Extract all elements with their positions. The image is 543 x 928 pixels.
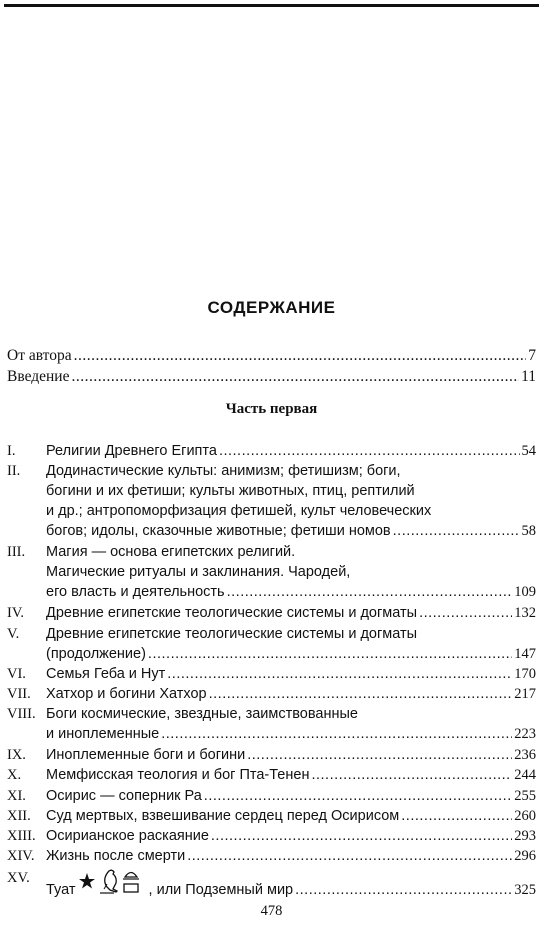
chapter-numeral: III. — [7, 544, 26, 560]
leader-dots — [295, 880, 512, 900]
chapter-entry-9 — [7, 745, 536, 765]
page-number: 132 — [514, 605, 536, 621]
chapter-entry-7 — [7, 684, 536, 704]
page-folio: 478 — [260, 903, 283, 919]
entry-title-line: Магия — основа египетских религий. — [46, 544, 296, 560]
leader-dots — [148, 644, 512, 664]
chapter-numeral: VI. — [7, 666, 26, 682]
entry-title: Иноплеменные боги и богини — [46, 747, 246, 763]
page-number: 325 — [514, 882, 536, 898]
page-number: 236 — [514, 747, 536, 763]
leader-dots — [419, 603, 512, 623]
front-matter-entry-2 — [7, 367, 536, 387]
leader-dots — [393, 521, 520, 541]
entry-title: Осирианское раскаяние — [46, 828, 209, 844]
star-glyph-icon — [79, 873, 95, 889]
page-number: 244 — [514, 767, 536, 783]
hieroglyphs-svg — [79, 868, 143, 894]
bird-glyph-icon — [100, 870, 117, 893]
chapter-entry-8 — [7, 704, 536, 744]
page-number: 58 — [521, 523, 536, 539]
front-matter-entry-1 — [7, 346, 536, 366]
chapter-entry-11 — [7, 786, 536, 806]
chapter-entry-10 — [7, 765, 536, 785]
chapter-numeral: XIII. — [7, 828, 36, 844]
leader-dots — [187, 846, 512, 866]
page-number: 54 — [521, 443, 536, 459]
page-number: 255 — [514, 788, 536, 804]
page-number: 7 — [528, 347, 536, 364]
leader-dots — [211, 826, 512, 846]
chapter-entry-14 — [7, 846, 536, 866]
chapter-numeral: I. — [7, 443, 16, 459]
entry-title-prefix: Туат — [46, 882, 76, 898]
leader-dots — [71, 367, 519, 387]
entry-title-line: Додинастические культы: анимизм; фетишизм; боги, — [46, 463, 401, 479]
leader-dots — [161, 724, 512, 744]
entry-title: , или Подземный мир — [148, 882, 294, 898]
entry-title: Жизнь после смерти — [46, 848, 186, 864]
chapter-numeral: VIII. — [7, 706, 36, 722]
offering-glyph-icon — [123, 873, 139, 893]
chapter-numeral: XIV. — [7, 848, 35, 864]
entry-title: богов; идолы, сказочные животные; фетиши номов — [46, 523, 391, 539]
entry-title: От автора — [7, 347, 72, 364]
leader-dots — [219, 441, 520, 461]
page-number: 170 — [514, 666, 536, 682]
leader-dots — [204, 786, 512, 806]
page-number: 293 — [514, 828, 536, 844]
page-number: 223 — [514, 726, 536, 742]
entry-title: и иноплеменные — [46, 726, 160, 742]
chapter-entry-13 — [7, 826, 536, 846]
part-heading: Часть первая — [225, 401, 318, 417]
leader-dots — [311, 765, 512, 785]
chapter-numeral: XII. — [7, 808, 31, 824]
entry-title-line: Магические ритуалы и заклинания. Чародей, — [46, 564, 351, 580]
entry-title: Религии Древнего Египта — [46, 443, 217, 459]
chapter-entry-15 — [7, 868, 536, 898]
chapter-numeral: VII. — [7, 686, 31, 702]
chapter-numeral: IV. — [7, 605, 25, 621]
entry-title: Хатхор и богини Хатхор — [46, 686, 207, 702]
page-number: 109 — [514, 584, 536, 600]
chapter-entry-4 — [7, 603, 536, 623]
page-number: 217 — [514, 686, 536, 702]
page-number: 260 — [514, 808, 536, 824]
entry-title-line: богини и их фетиши; культы животных, птиц, рептилий — [46, 483, 415, 499]
chapter-entry-6 — [7, 664, 536, 684]
entry-title-line: Древние египетские теологические системы и догматы — [46, 626, 418, 642]
leader-dots — [247, 745, 512, 765]
leader-dots — [167, 664, 512, 684]
entry-title-line: и др.; антропоморфизация фетишей, культ человеческих — [46, 503, 432, 519]
entry-title-line: Боги космические, звездные, заимствованные — [46, 706, 358, 722]
leader-dots — [74, 346, 527, 366]
leader-dots — [227, 582, 513, 602]
entry-title: Введение — [7, 368, 70, 385]
chapter-numeral: XV. — [7, 870, 30, 886]
page-number: 11 — [521, 368, 536, 385]
chapter-entry-12 — [7, 806, 536, 826]
entry-title: Древние египетские теологические системы и догматы — [46, 605, 418, 621]
chapter-numeral: IX. — [7, 747, 26, 763]
hieroglyph-group — [79, 868, 143, 900]
page-number: 147 — [514, 646, 536, 662]
leader-dots — [209, 684, 513, 704]
top-rule — [4, 4, 539, 7]
entry-title: его власть и деятельность — [46, 584, 225, 600]
chapter-numeral: XI. — [7, 788, 26, 804]
chapter-entry-3 — [7, 542, 536, 602]
entry-title: Суд мертвых, взвешивание сердец перед Осирисом — [46, 808, 400, 824]
chapter-numeral: X. — [7, 767, 22, 783]
entry-title: Мемфисская теология и бог Пта-Тенен — [46, 767, 310, 783]
leader-dots — [401, 806, 512, 826]
contents-title: СОДЕРЖАНИЕ — [207, 298, 336, 317]
chapter-numeral: V. — [7, 626, 20, 642]
chapter-entry-1 — [7, 441, 536, 461]
page-number: 296 — [514, 848, 536, 864]
entry-title: Осирис — соперник Ра — [46, 788, 202, 804]
chapter-entry-2 — [7, 461, 536, 541]
entry-title: Семья Геба и Нут — [46, 666, 166, 682]
entry-title: (продолжение) — [46, 646, 146, 662]
chapter-entry-5 — [7, 624, 536, 664]
chapter-numeral: II. — [7, 463, 21, 479]
